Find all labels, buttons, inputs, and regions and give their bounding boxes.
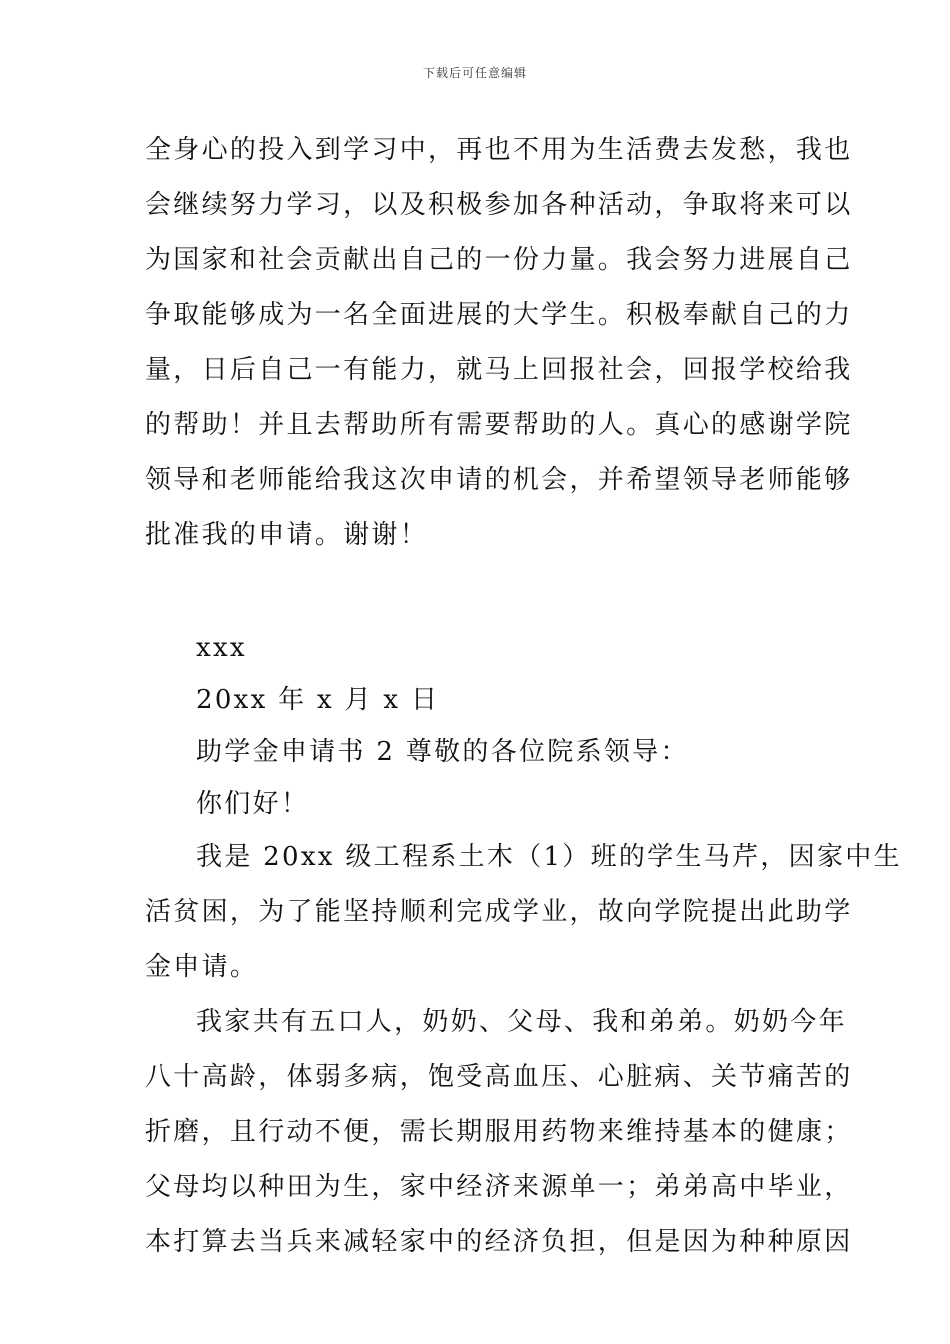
application-title: 助学金申请书 2 尊敬的各位院系领导： <box>196 737 689 767</box>
text-line: 本打算去当兵来减轻家中的经济负担，但是因为种种原因 <box>145 1227 853 1257</box>
signature-date: 20xx 年 x 月 x 日 <box>196 685 440 715</box>
text-line: 量，日后自己一有能力，就马上回报社会，回报学校给我 <box>145 355 853 385</box>
text-line: 争取能够成为一名全面进展的大学生。积极奉献自己的力 <box>145 300 853 330</box>
signature-name: xxx <box>196 633 247 663</box>
text-line: 活贫困，为了能坚持顺利完成学业，故向学院提出此助学 <box>145 897 853 927</box>
text-line: 全身心的投入到学习中，再也不用为生活费去发愁，我也 <box>145 135 853 165</box>
text-line: 的帮助！并且去帮助所有需要帮助的人。真心的感谢学院 <box>145 410 853 440</box>
page-header: 下载后可任意编辑 <box>422 66 527 80</box>
text-line: 八十高龄，体弱多病，饱受高血压、心脏病、关节痛苦的 <box>145 1062 853 1092</box>
text-line: 父母均以种田为生，家中经济来源单一；弟弟高中毕业， <box>145 1172 853 1202</box>
text-line: 为国家和社会贡献出自己的一份力量。我会努力进展自己 <box>145 245 853 275</box>
text-line: 我是 20xx 级工程系土木（1）班的学生马芹，因家中生 <box>196 842 902 872</box>
greeting: 你们好！ <box>196 789 310 819</box>
text-line: 会继续努力学习，以及积极参加各种活动，争取将来可以 <box>145 190 853 220</box>
text-line: 我家共有五口人，奶奶、父母、我和弟弟。奶奶今年 <box>196 1007 847 1037</box>
text-line: 折磨，且行动不便，需长期服用药物来维持基本的健康； <box>145 1117 853 1147</box>
text-line: 领导和老师能给我这次申请的机会，并希望领导老师能够 <box>145 465 853 495</box>
text-line: 批准我的申请。谢谢！ <box>145 520 429 550</box>
text-line: 金申请。 <box>145 952 259 982</box>
